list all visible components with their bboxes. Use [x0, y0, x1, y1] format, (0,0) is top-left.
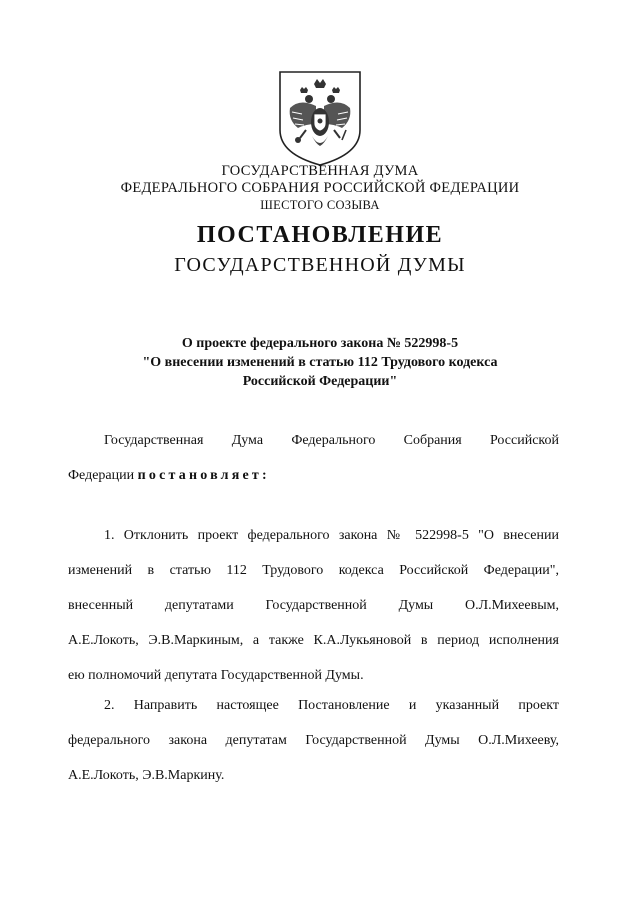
issuer-header — [0, 163, 640, 214]
subject-line-2: "О внесении изменений в статью 112 Трудового кодекса — [142, 355, 498, 370]
item-1-line-1: 1. Отклонить проект федерального закона № 522998-5 "О внесении — [104, 528, 559, 543]
resolves-word: постановляет: — [137, 468, 270, 483]
item-2-line-2: федерального закона депутатам Государственной Думы О.Л.Михееву, — [68, 733, 559, 748]
state-emblem-icon — [276, 68, 364, 168]
preamble-line-2 — [68, 458, 559, 493]
subject-line-3: Российской Федерации" — [242, 374, 398, 389]
preamble-line-2-start: Федерации — [68, 468, 138, 483]
item-1-line-5: ею полномочий депутата Государственной Думы. — [68, 668, 364, 683]
document-subtitle: ГОСУДАРСТВЕННОЙ ДУМЫ — [174, 254, 466, 276]
preamble-line-1: Государственная Дума Федерального Собрания Российской — [104, 433, 559, 448]
item-2-paragraph — [68, 688, 559, 793]
item-2-line-3: А.Е.Локоть, Э.В.Маркину. — [68, 768, 225, 783]
document-title: ПОСТАНОВЛЕНИЕ — [196, 222, 444, 248]
issuer-line-2: ФЕДЕРАЛЬНОГО СОБРАНИЯ РОССИЙСКОЙ ФЕДЕРАЦИИ — [120, 180, 520, 196]
document-subject — [0, 334, 640, 391]
item-1-line-2: изменений в статью 112 Трудового кодекса Российской Федерации", — [68, 563, 559, 578]
subject-line-1: О проекте федерального закона № 522998-5 — [181, 336, 459, 351]
item-1-paragraph — [68, 518, 559, 693]
item-2-line-1: 2. Направить настоящее Постановление и указанный проект — [104, 698, 559, 713]
issuer-line-3: ШЕСТОГО СОЗЫВА — [260, 198, 380, 212]
item-1-line-4: А.Е.Локоть, Э.В.Маркиным, а также К.А.Лукьяновой в период исполнения — [68, 633, 559, 648]
issuer-line-1: ГОСУДАРСТВЕННАЯ ДУМА — [221, 163, 419, 179]
preamble-paragraph — [68, 423, 559, 493]
item-1-line-3: внесенный депутатами Государственной Думы О.Л.Михеевым, — [68, 598, 559, 613]
